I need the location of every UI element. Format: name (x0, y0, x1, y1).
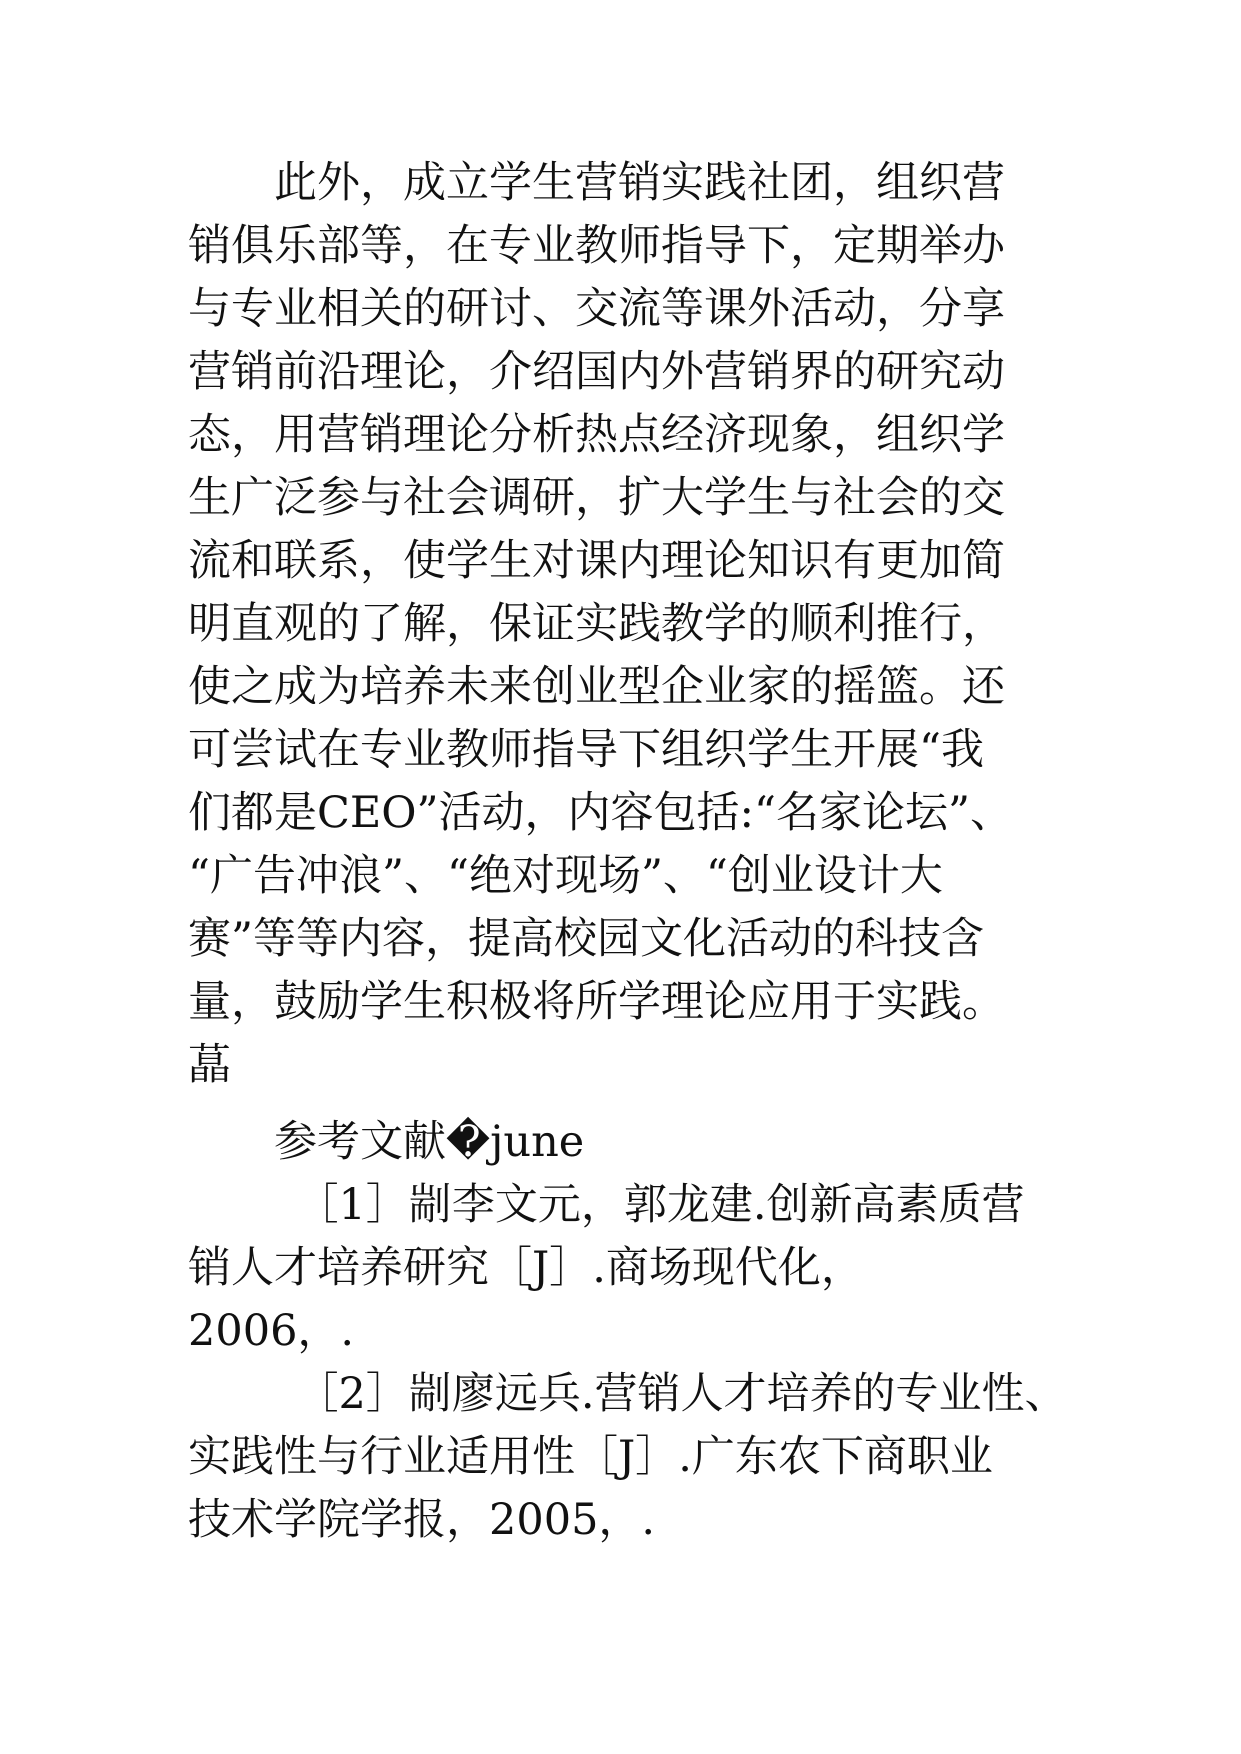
paragraph-line: 可尝试在专业教师指导下组织学生开展“我 (188, 725, 984, 775)
reference-item (188, 1174, 1088, 1363)
reference-line: ［1］剬李文元，郭龙建.创新高素质营 (188, 1180, 1025, 1230)
paragraph-line: 量，鼓励学生积极将所学理论应用于实践。 (188, 977, 1005, 1027)
body-paragraph (188, 152, 1088, 1097)
reference-item (188, 1363, 1088, 1552)
paragraph-line: 态，用营销理论分析热点经济现象，组织学 (188, 410, 1005, 460)
paragraph-line: 明直观的了解，保证实践教学的顺利推行， (188, 599, 1005, 649)
reference-line: 实践性与行业适用性［J］.广东农下商职业 (188, 1432, 993, 1482)
paragraph-line: 蕌 (188, 1040, 231, 1090)
reference-line: 2006，. (188, 1306, 355, 1356)
paragraph-line: 销俱乐部等，在专业教师指导下，定期举办 (188, 221, 1005, 271)
paragraph-line: 与专业相关的研讨、交流等课外活动，分享 (188, 284, 1005, 334)
reference-line: 销人才培养研究［J］.商场现代化， (188, 1243, 864, 1293)
paragraph-line: 此外，成立学生营销实践社团，组织营 (188, 158, 1005, 208)
references-heading: 参考文献�june (188, 1117, 585, 1167)
reference-line: 技术学院学报，2005，. (188, 1495, 656, 1545)
paragraph-line: 们都是CEO”活动，内容包括:“名家论坛”、 (188, 788, 1013, 838)
document-text (188, 152, 1088, 1552)
paragraph-line: “广告冲浪”、“绝对现场”、“创业设计大 (188, 851, 943, 901)
paragraph-line: 生广泛参与社会调研，扩大学生与社会的交 (188, 473, 1005, 523)
references-section (188, 1111, 1088, 1552)
paragraph-line: 赛”等等内容，提高校园文化活动的科技含 (188, 914, 984, 964)
paragraph-line: 流和联系，使学生对课内理论知识有更加简 (188, 536, 1005, 586)
paragraph-line: 营销前沿理论，介绍国内外营销界的研究动 (188, 347, 1005, 397)
paragraph-line: 使之成为培养未来创业型企业家的摇篮。还 (188, 662, 1005, 712)
reference-line: ［2］剬廖远兵.营销人才培养的专业性、 (188, 1369, 1068, 1419)
